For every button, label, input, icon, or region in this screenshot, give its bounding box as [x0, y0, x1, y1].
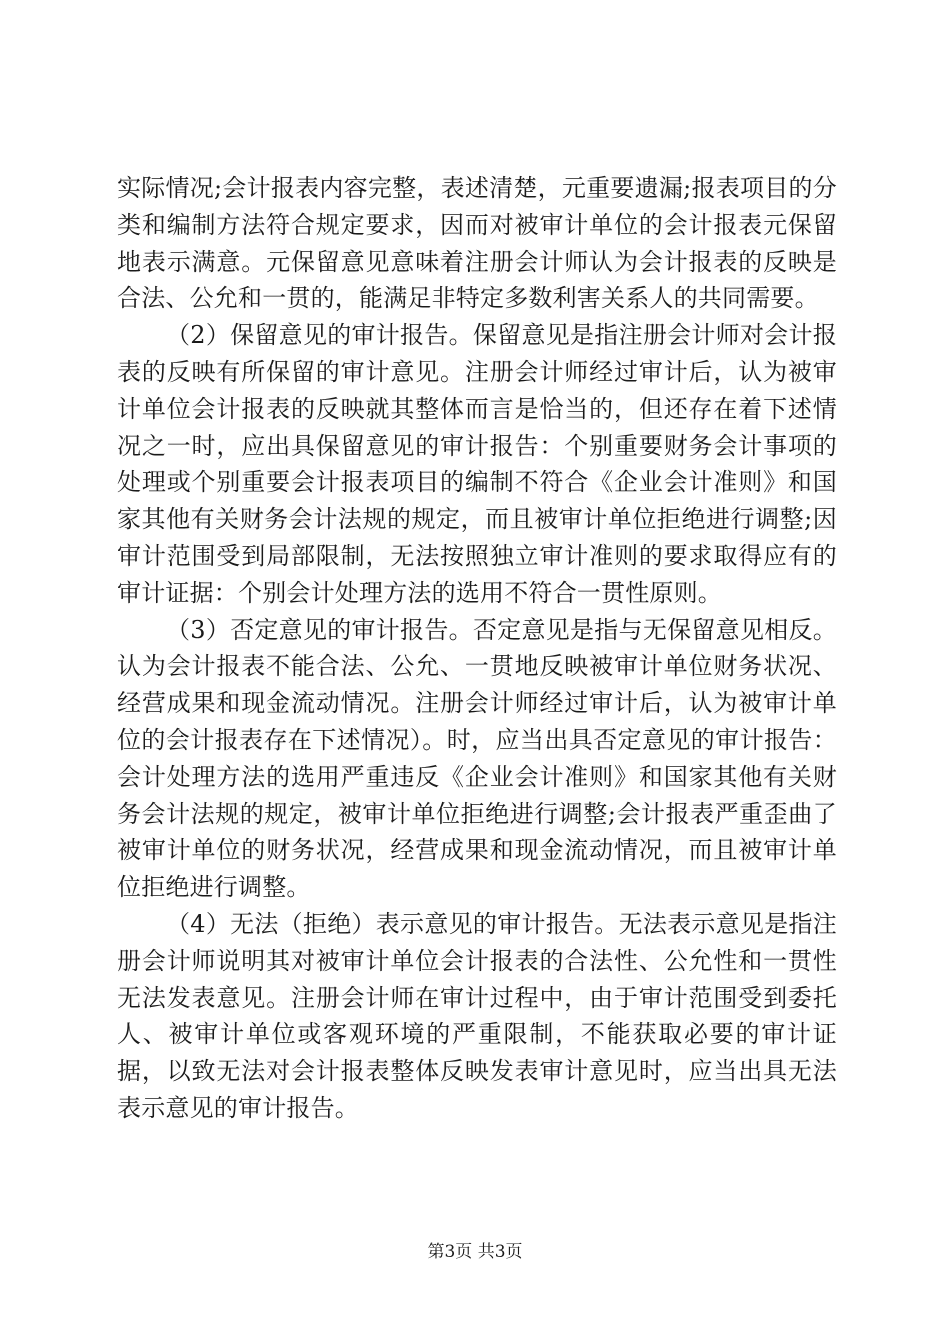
- paragraph-disclaimer-opinion: （4）无法（拒绝）表示意见的审计报告。无法表示意见是指注册会计师说明其对被审计单位会计报表的合法性、公允性和一贯性无法发表意见。注册会计师在审计过程中，由于审计范围受到委托人、被审计单位或客观环境的严重限制，不能获取必要的审计证据，以致无法对会计报表整体反映发表审计意见时，应当出具无法表示意见的审计报告。: [117, 909, 837, 1122]
- document-body: [117, 170, 837, 1127]
- paragraph-continuation: 实际情况;会计报表内容完整，表述清楚，元重要遗漏;报表项目的分类和编制方法符合规定要求，因而对被审计单位的会计报表元保留地表示满意。元保留意见意味着注册会计师认为会计报表的反映是合法、公允和一贯的，能满足非特定多数利害关系人的共同需要。: [117, 174, 837, 313]
- paragraph-adverse-opinion: （3）否定意见的审计报告。否定意见是指与无保留意见相反。认为会计报表不能合法、公允、一贯地反映被审计单位财务状况、经营成果和现金流动情况。注册会计师经过审计后，认为被审计单位的会计报表存在下述情况）。时，应当出具否定意见的审计报告：会计处理方法的选用严重违反《企业会计准则》和国家其他有关财务会计法规的规定，被审计单位拒绝进行调整;会计报表严重歪曲了被审计单位的财务状况，经营成果和现金流动情况，而且被审计单位拒绝进行调整。: [117, 615, 837, 902]
- paragraph-qualified-opinion: （2）保留意见的审计报告。保留意见是指注册会计师对会计报表的反映有所保留的审计意见。注册会计师经过审计后，认为被审计单位会计报表的反映就其整体而言是恰当的，但还存在着下述情况之一时，应出具保留意见的审计报告：个别重要财务会计事项的处理或个别重要会计报表项目的编制不符合《企业会计准则》和国家其他有关财务会计法规的规定，而且被审计单位拒绝进行调整;因审计范围受到局部限制，无法按照独立审计准则的要求取得应有的审计证据：个别会计处理方法的选用不符合一贯性原则。: [117, 321, 837, 607]
- page-number-footer: 第3页 共3页: [427, 1242, 523, 1262]
